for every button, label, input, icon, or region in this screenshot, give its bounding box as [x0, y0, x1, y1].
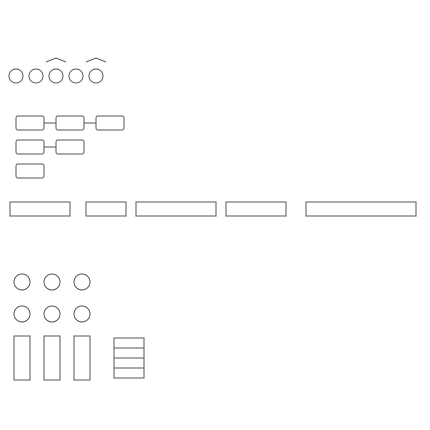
step-1-figure — [6, 56, 118, 96]
step-3-figure — [6, 196, 424, 222]
step-2-figure — [12, 110, 132, 190]
step-4-figure — [6, 268, 162, 388]
